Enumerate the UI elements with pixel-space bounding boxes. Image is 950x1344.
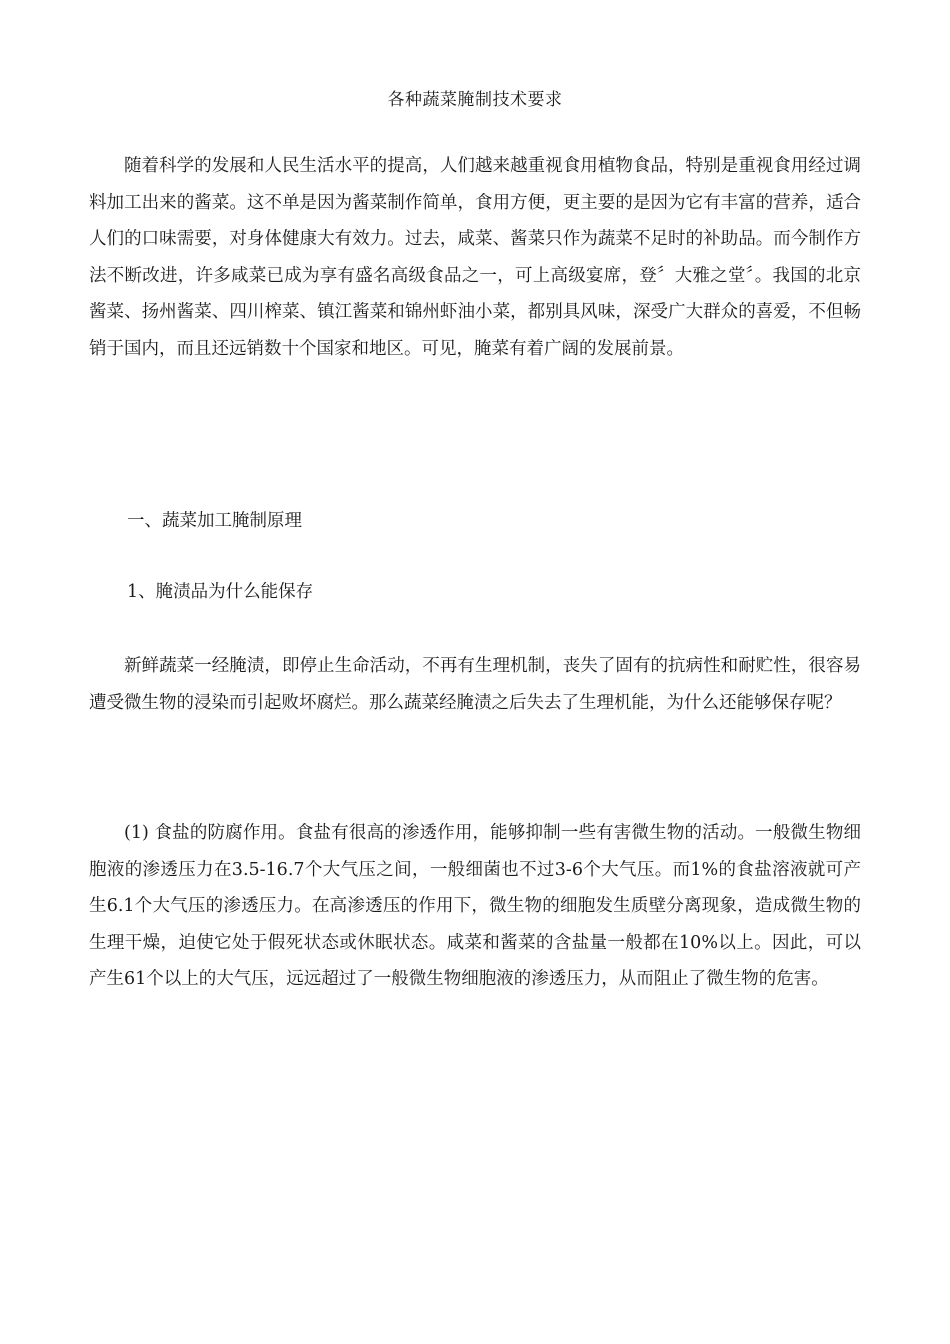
intro-paragraph: 随着科学的发展和人民生活水平的提高，人们越来越重视食用植物食品，特别是重视食用经过调料加工出来的酱菜。这不单是因为酱菜制作简单，食用方便，更主要的是因为它有丰富的营养，适合人们的口味需要，对身体健康大有效力。过去，咸菜、酱菜只作为蔬菜不足时的补助品。而今制作方法不断改进，许多咸菜已成为享有盛名高级食品之一，可上高级宴席，登〞大雅之堂〞。我国的北京酱菜、扬州酱菜、四川榨菜、镇江酱菜和锦州虾油小菜，都别具风味，深受广大群众的喜爱，不但畅销于国内，而且还远销数十个国家和地区。可见，腌菜有着广阔的发展前景。 <box>89 156 861 359</box>
preservation-question-paragraph: 新鲜蔬菜一经腌渍，即停止生命活动，不再有生理机制，丧失了固有的抗病性和耐贮性，很容易遭受微生物的浸染而引起败坏腐烂。那么蔬菜经腌渍之后失去了生理机能，为什么还能够保存呢？ <box>89 656 861 713</box>
section-heading: 一、蔬菜加工腌制原理 <box>127 511 302 531</box>
document-title: 各种蔬菜腌制技术要求 <box>387 90 563 110</box>
salt-preservation-paragraph: (1) 食盐的防腐作用。食盐有很高的渗透作用，能够抑制一些有害微生物的活动。一般微生物细胞液的渗透压力在3.5-16.7个大气压之间，一般细菌也不过3-6个大气压。而1%的食盐溶液就可产生6.1个大气压的渗透压力。在高渗透压的作用下，微生物的细胞发生质壁分离现象，造成微生物的生理干燥，迫使它处于假死状态或休眠状态。咸菜和酱菜的含盐量一般都在10%以上。因此，可以产生61个以上的大气压，远远超过了一般微生物细胞液的渗透压力，从而阻止了微生物的危害。 <box>89 823 861 989</box>
subsection-heading: 1、腌渍品为什么能保存 <box>127 582 314 602</box>
